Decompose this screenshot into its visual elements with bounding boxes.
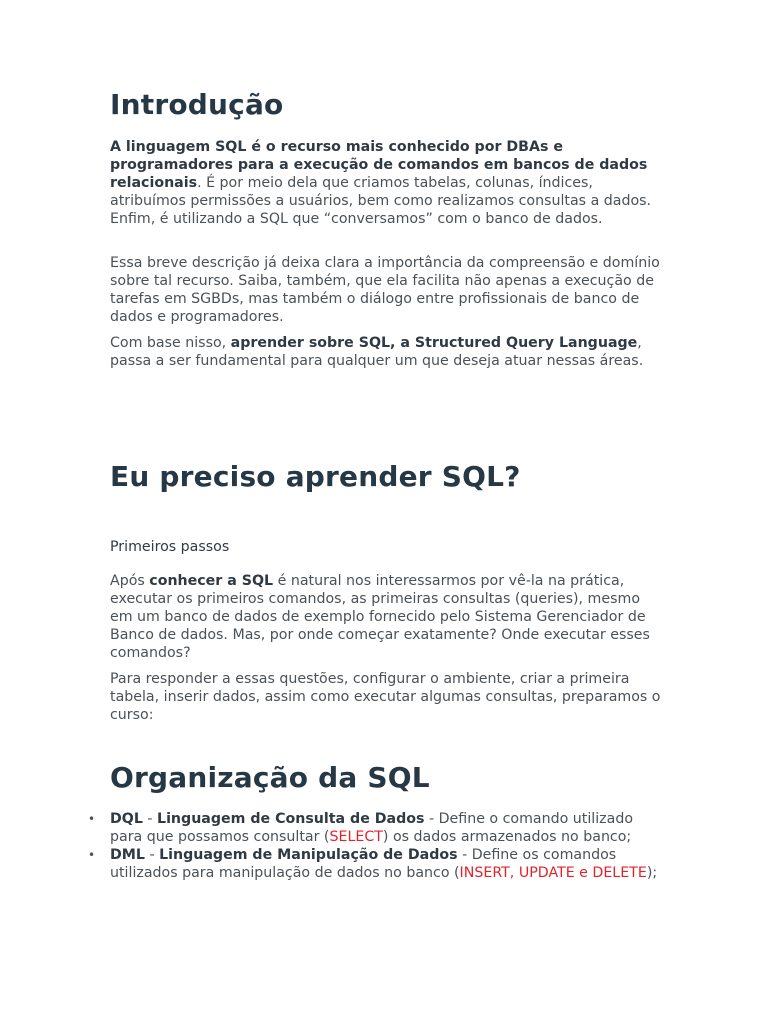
preciso-paragraph-2: Para responder a essas questões, configurar o ambiente, criar a primeira tabela, inserir dados, assim como executar algumas consultas, preparamos o curso: (110, 671, 661, 723)
list-item-name: Linguagem de Manipulação de Dados (159, 847, 458, 863)
heading-introducao: Introdução (110, 88, 284, 121)
preciso-paragraph-1-bold: conhecer a SQL (149, 573, 274, 589)
list-item-sep: - (142, 811, 158, 827)
intro-paragraph-1-bold: A linguagem SQL é o recurso mais conhecido por DBAs e programadores para a execução de comandos em bancos de dados relacionais (110, 139, 648, 191)
intro-paragraph-3-after: , passa a ser fundamental para qualquer um que deseja atuar nessas áreas. (110, 335, 644, 369)
list-item-name: Linguagem de Consulta de Dados (157, 811, 425, 827)
preciso-paragraph-1-after: é natural nos interessarmos por vê-la na prática, executar os primeiros comandos, as primeiras consultas (queries), mesmo em um banco de dados de exemplo fornecido pelo Sistema Gerenciador de Banco de dados. Mas, por onde começar exatamente? Onde executar esses comandos? (110, 573, 650, 661)
preciso-paragraph-1 (110, 572, 662, 662)
list-item-highlight: SELECT (329, 829, 383, 845)
sql-categories-list (88, 810, 662, 882)
list-item-highlight: INSERT, UPDATE e DELETE (459, 865, 647, 881)
bullet-icon: • (88, 848, 96, 862)
intro-paragraph-2: Essa breve descrição já deixa clara a importância da compreensão e domínio sobre tal recurso. Saiba, também, que ela facilita não apenas a execução de tarefas em SGBDs, mas também o diálogo entre profissionais de banco de dados e programadores. (110, 255, 660, 325)
list-item-abbr: DML (110, 847, 145, 863)
list-item-abbr: DQL (110, 811, 143, 827)
preciso-paragraph-1-before: Após (110, 573, 150, 589)
intro-paragraph-3-before: Com base nisso, (110, 335, 231, 351)
intro-paragraph-3 (110, 334, 662, 370)
intro-paragraph-3-bold: aprender sobre SQL, a Structured Query Language (230, 335, 638, 351)
list-item-after: ); (646, 865, 658, 881)
list-item-dml (88, 846, 662, 882)
list-item-desc: - Define os comandos utilizados para manipulação de dados no banco ( (110, 847, 617, 881)
intro-paragraph-1-rest: . É por meio dela que criamos tabelas, colunas, índices, atribuímos permissões a usuários, bem como realizamos consultas a dados. Enfim, é utilizando a SQL que “conversamos” com o banco de dados. (110, 175, 652, 227)
list-item-after: ) os dados armazenados no banco; (382, 829, 632, 845)
heading-organizacao: Organização da SQL (110, 761, 430, 794)
bullet-icon: • (88, 812, 96, 826)
list-item-sep: - (144, 847, 160, 863)
list-item-desc: - Define o comando utilizado para que possamos consultar ( (110, 811, 634, 845)
heading-eu-preciso: Eu preciso aprender SQL? (110, 460, 521, 493)
list-item-dql (88, 810, 662, 846)
intro-paragraph-1 (110, 138, 662, 228)
subheading-primeiros-passos: Primeiros passos (110, 539, 230, 555)
